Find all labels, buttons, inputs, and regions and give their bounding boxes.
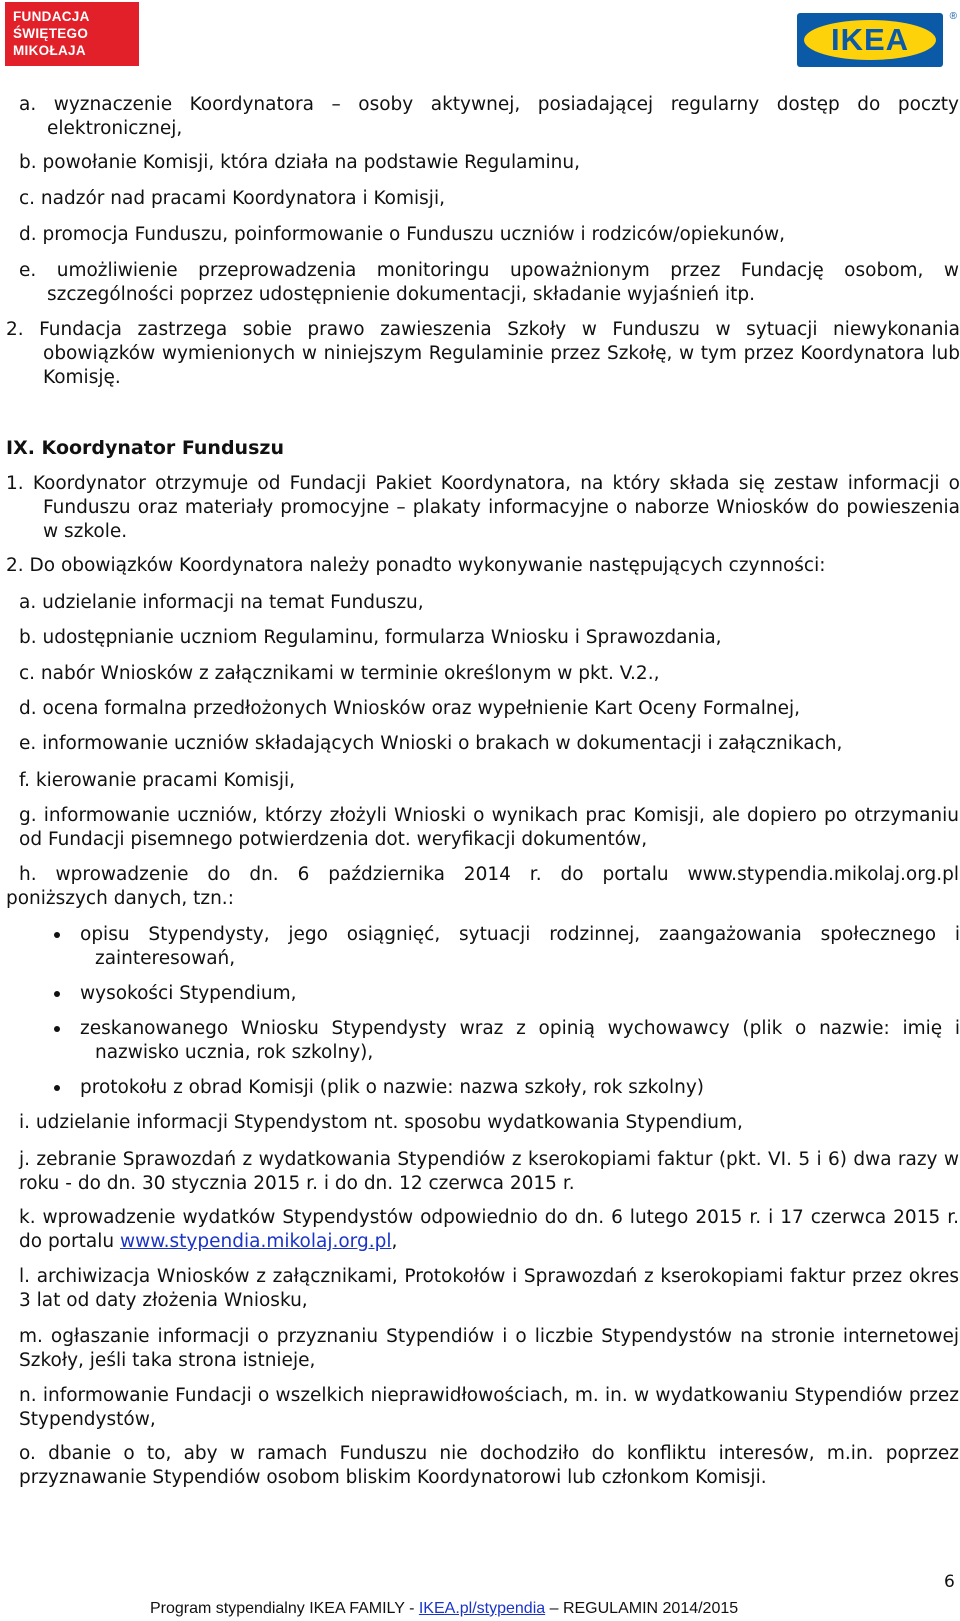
footer-text: Program stypendialny IKEA FAMILY - bbox=[150, 1600, 419, 1617]
fundacja-logo-line: MIKOŁAJA bbox=[13, 43, 86, 58]
section-point-2: 2. Do obowiązków Koordynatora należy ponadto wykonywanie następujących czynności: bbox=[6, 555, 826, 576]
bullet-text: protokołu z obrad Komisji (plik o nazwie: nazwa szkoły, rok szkolny) bbox=[80, 1077, 705, 1098]
bullet-dot-icon bbox=[54, 1026, 60, 1032]
bullet-text: opisu Stypendysty, jego osiągnięć, sytuacji rodzinnej, zaangażowania społecznego i zainteresowań, bbox=[80, 924, 960, 969]
duty-item-m: m. ogłaszanie informacji o przyznaniu Stypendiów i o liczbie Stypendystów na stronie internetowej Szkoły, jeśli taka strona istnieje, bbox=[19, 1326, 959, 1371]
fundacja-logo-line: FUNDACJA bbox=[13, 9, 90, 24]
duty-item-a: a. udzielanie informacji na temat Funduszu, bbox=[19, 592, 424, 613]
portal-link[interactable]: www.stypendia.mikolaj.org.pl bbox=[119, 1231, 392, 1252]
point-2-suspension: 2. Fundacja zastrzega sobie prawo zawieszenia Szkoły w Funduszu w sytuacji niewykonania obowiązków wymienionych w niniejszym Regulaminie przez Szkołę, w tym przez Koordynatora lub Komisję. bbox=[6, 319, 960, 388]
bullet-item bbox=[52, 923, 960, 971]
bullet-dot-icon bbox=[54, 1085, 60, 1091]
duty-item-g: g. informowanie uczniów, którzy złożyli Wnioski o wynikach prac Komisji, ale dopiero po otrzymaniu od Fundacji pisemnego potwierdzenia dot. weryfikacji dokumentów, bbox=[19, 805, 959, 850]
bullet-item bbox=[52, 1017, 960, 1065]
bullet-text: wysokości Stypendium, bbox=[80, 983, 297, 1004]
list-item-c: c. nadzór nad pracami Koordynatora i Komisji, bbox=[19, 188, 445, 209]
duty-item-k-text: k. wprowadzenie wydatków Stypendystów odpowiednio do dn. 6 lutego 2015 r. i 17 czerwca 2015 r. do portalu bbox=[19, 1207, 959, 1252]
ikea-logo-oval bbox=[804, 20, 936, 60]
ikea-logo-text: IKEA bbox=[830, 22, 910, 57]
duty-item-l: l. archiwizacja Wniosków z załącznikami, Protokołów i Sprawozdań z kserokopiami faktur przez okres 3 lat od daty złożenia Wniosku, bbox=[19, 1266, 959, 1311]
duty-item-c: c. nabór Wniosków z załącznikami w terminie określonym w pkt. V.2., bbox=[19, 663, 660, 684]
footer-link[interactable]: IKEA.pl/stypendia bbox=[418, 1600, 546, 1617]
list-item-e: e. umożliwienie przeprowadzenia monitoringu upoważnionym przez Fundację osobom, w szczególności poprzez udostępnienie dokumentacji, składanie wyjaśnień itp. bbox=[19, 260, 959, 305]
duty-item-f: f. kierowanie pracami Komisji, bbox=[19, 770, 296, 791]
bullet-item bbox=[52, 982, 960, 1006]
duty-item-j: j. zebranie Sprawozdań z wydatkowania Stypendiów z kserokopiami faktur (pkt. VI. 5 i 6) dwa razy w roku - do dn. 30 stycznia 2015 r. i do dn. 12 czerwca 2015 r. bbox=[19, 1149, 959, 1194]
section-point-1: 1. Koordynator otrzymuje od Fundacji Pakiet Koordynatora, na który składa się zestaw informacji o Funduszu oraz materiały promocyjne – plakaty informacyjne o naborze Wniosków do powieszenia w szkole. bbox=[6, 473, 960, 542]
bullet-text: zeskanowanego Wniosku Stypendysty wraz z opinią wychowawcy (plik o nazwie: imię i nazwisko ucznia, rok szkolny), bbox=[80, 1018, 960, 1063]
bullet-dot-icon bbox=[54, 932, 60, 938]
duty-item-n: n. informowanie Fundacji o wszelkich nieprawidłowościach, m. in. w wydatkowaniu Stypendiów przez Stypendystów, bbox=[19, 1385, 959, 1430]
duty-item-k bbox=[19, 1206, 959, 1254]
duty-item-b: b. udostępnianie uczniom Regulaminu, formularza Wniosku i Sprawozdania, bbox=[19, 627, 722, 648]
ikea-logo bbox=[797, 11, 957, 67]
registered-mark-icon: ® bbox=[949, 11, 957, 22]
duty-item-h: h. wprowadzenie do dn. 6 października 2014 r. do portalu www.stypendia.mikolaj.org.pl bbox=[19, 864, 959, 885]
page-number: 6 bbox=[944, 1572, 955, 1592]
list-item-a: a. wyznaczenie Koordynatora – osoby aktywnej, posiadającej regularny dostęp do poczty elektronicznej, bbox=[19, 94, 959, 139]
bullet-dot-icon bbox=[54, 991, 60, 997]
fundacja-logo bbox=[5, 2, 139, 66]
bullet-item bbox=[52, 1076, 960, 1100]
duty-item-k-end: , bbox=[391, 1231, 398, 1252]
list-item-d: d. promocja Funduszu, poinformowanie o Funduszu uczniów i rodziców/opiekunów, bbox=[19, 224, 785, 245]
duty-item-d: d. ocena formalna przedłożonych Wniosków oraz wypełnienie Kart Oceny Formalnej, bbox=[19, 698, 801, 719]
fundacja-logo-line: ŚWIĘTEGO bbox=[13, 26, 89, 41]
page-footer bbox=[150, 1600, 950, 1618]
footer-text-end: – REGULAMIN 2014/2015 bbox=[545, 1600, 739, 1617]
duty-item-i: i. udzielanie informacji Stypendystom nt. sposobu wydatkowania Stypendium, bbox=[19, 1112, 743, 1133]
section-heading: IX. Koordynator Funduszu bbox=[6, 437, 284, 459]
duty-item-o: o. dbanie o to, aby w ramach Funduszu nie dochodziło do konfliktu interesów, m.in. poprzez przyznawanie Stypendiów osobom bliskim Koordynatorowi lub członkom Komisji. bbox=[19, 1443, 959, 1488]
list-item-b: b. powołanie Komisji, która działa na podstawie Regulaminu, bbox=[19, 152, 580, 173]
duty-item-h-continuation: poniższych danych, tzn.: bbox=[6, 888, 234, 909]
duty-item-e: e. informowanie uczniów składających Wnioski o brakach w dokumentacji i załącznikach, bbox=[19, 733, 843, 754]
